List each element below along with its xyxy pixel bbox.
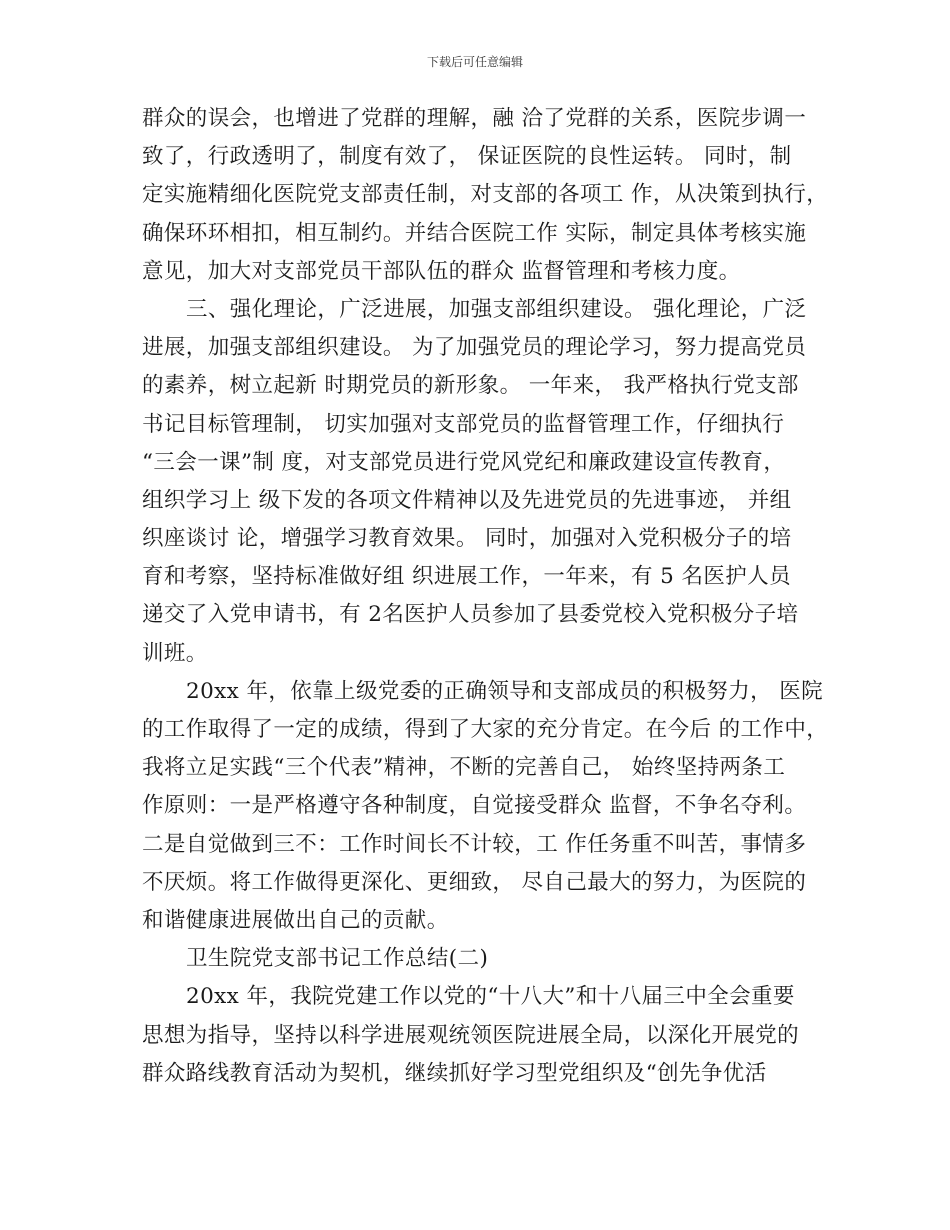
body-line: 作原则：一是严格遵守各种制度，自觉接受群众 监督，不争名夺利。 [142, 793, 807, 819]
body-line: 的素养，树立起新 时期党员的新形象。 一年来， 我严格执行党支部 [142, 373, 799, 399]
paragraph-start-line: 20xx 年，我院党建工作以党的“十八大”和十八届三中全会重要 [186, 984, 795, 1010]
body-line: 织座谈讨 论，增强学习教育效果。 同时，加强对入党积极分子的培 [142, 526, 792, 552]
body-line: 进展，加强支部组织建设。 为了加强党员的理论学习，努力提高党员 [142, 335, 807, 361]
body-line: 递交了入党申请书，有 2名医护人员参加了县委党校入党积极分子培 [142, 602, 799, 628]
body-line: 确保环环相扣，相互制约。并结合医院工作 实际，制定具体考核实施 [142, 220, 807, 246]
body-line: 我将立足实践“三个代表”精神，不断的完善自己， 始终坚持两条工 [142, 755, 786, 781]
body-line: 和谐健康进展做出自己的贡献。 [142, 907, 449, 933]
body-line: 群众的误会，也增进了党群的理解，融 洽了党群的关系，医院步调一 [142, 106, 807, 131]
document-subtitle: 卫生院党支部书记工作总结(二) [186, 946, 489, 972]
body-line: 意见，加大对支部党员干部队伍的群众 监督管理和考核力度。 [142, 258, 741, 284]
paragraph-start-line: 20xx 年，依靠上级党委的正确领导和支部成员的积极努力， 医院 [186, 678, 824, 704]
document-body [142, 100, 829, 1093]
body-line: 组织学习上 级下发的各项文件精神以及先进党员的先进事迹， 并组 [142, 487, 792, 513]
body-line: 群众路线教育活动为契机，继续抓好学习型党组织及“创先争优活 [142, 1060, 767, 1086]
header-note: 下载后可任意编辑 [426, 55, 523, 69]
body-line: 不厌烦。将工作做得更深化、更细致， 尽自己最大的努力，为医院的 [142, 869, 807, 895]
body-line: 书记目标管理制， 切实加强对支部党员的监督管理工作，仔细执行 [142, 411, 785, 437]
body-line: 的工作取得了一定的成绩，得到了大家的充分肯定。在今后 的工作中， [142, 717, 829, 742]
body-line: 思想为指导，坚持以科学进展观统领医院进展全局，以深化开展党的 [142, 1022, 800, 1048]
body-line: 二是自觉做到三不：工作时间长不计较，工 作任务重不叫苦，事情多 [142, 831, 807, 857]
body-line: 定实施精细化医院党支部责任制，对支部的各项工 作，从决策到执行， [142, 182, 829, 208]
body-line: 致了，行政透明了，制度有效了， 保证医院的良性运转。 同时，制 [142, 144, 792, 170]
section-heading-line: 三、强化理论，广泛进展，加强支部组织建设。 强化理论，广泛 [186, 296, 807, 322]
body-line: “三会一课”制 度，对支部党员进行党风党纪和廉政建设宣传教育， [142, 449, 786, 475]
body-line: 训班。 [142, 640, 208, 666]
body-line: 育和考察，坚持标准做好组 织进展工作，一年来，有 5 名医护人员 [142, 564, 791, 590]
